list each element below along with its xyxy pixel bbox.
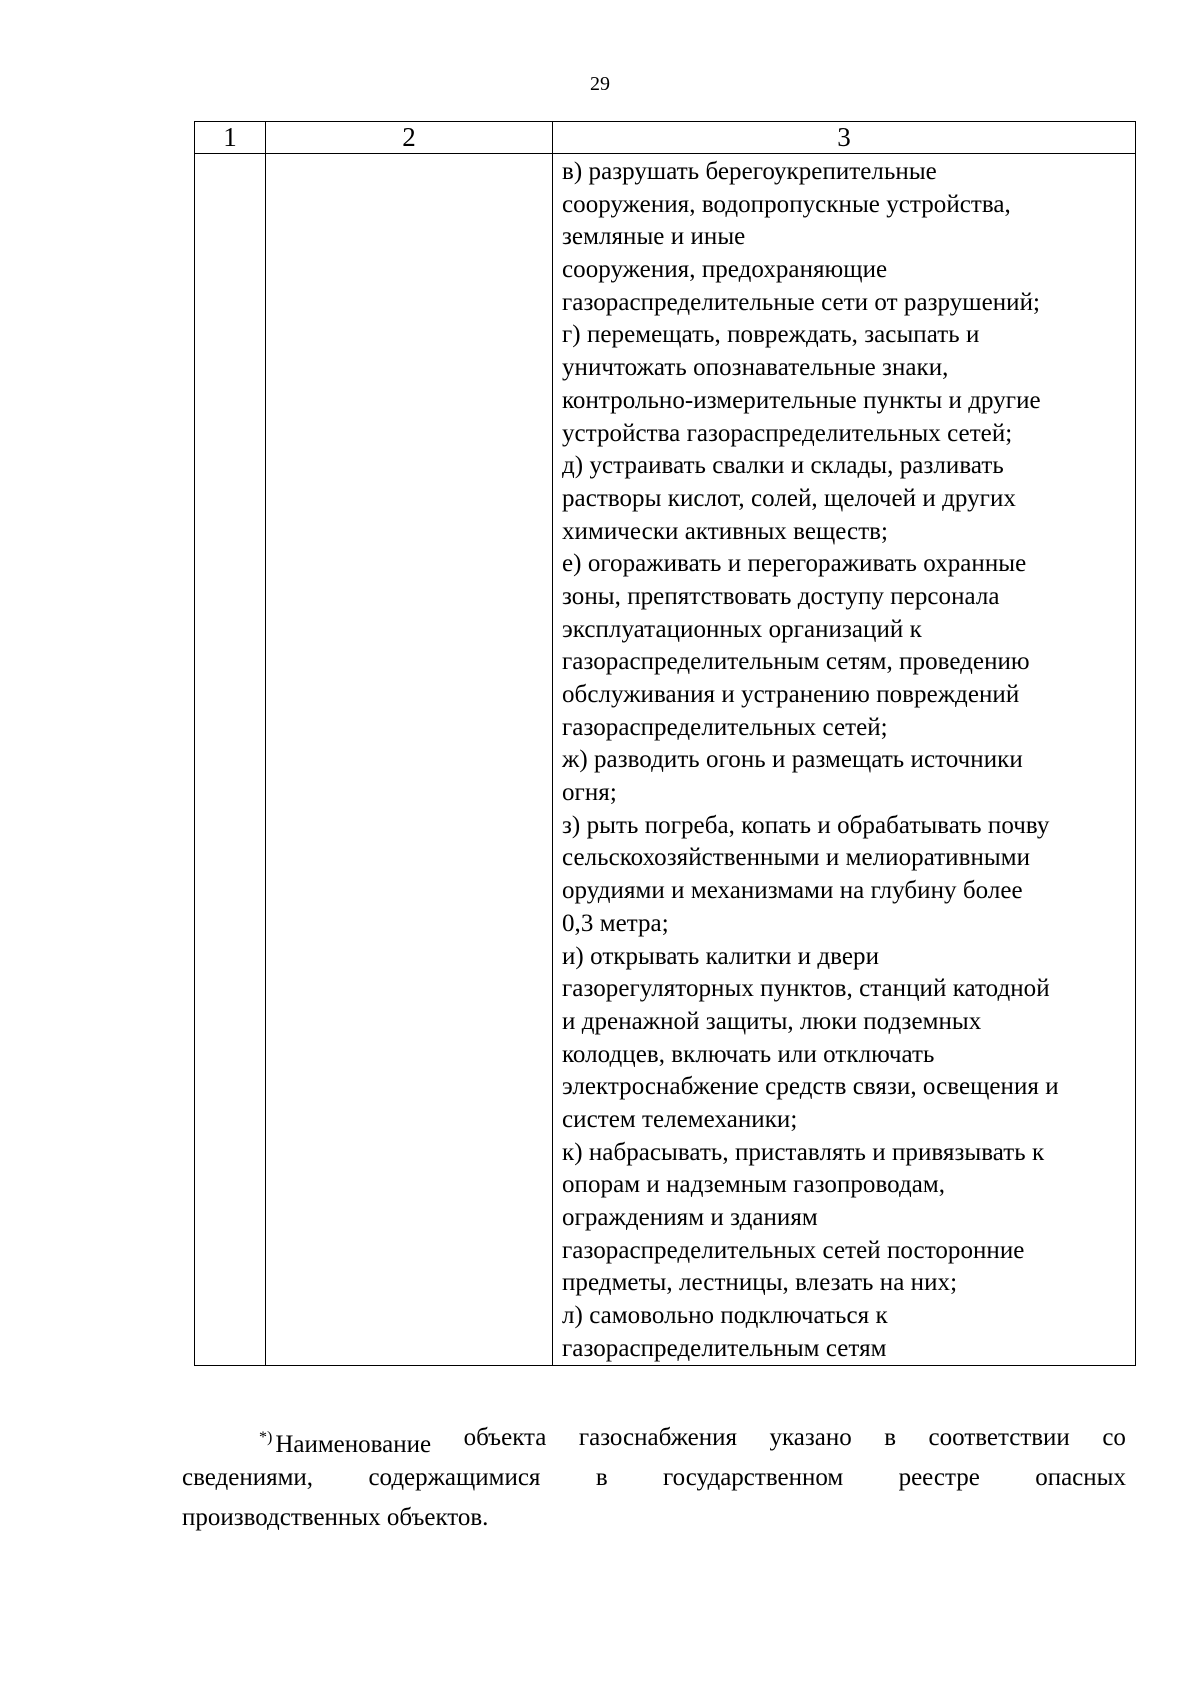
footnote-word-text: Наименование (275, 1431, 432, 1458)
footnote-line-3: производственных объектов. (182, 1504, 489, 1531)
text-line: газорегуляторных пунктов, станций катодной (562, 975, 1050, 1003)
footnote-line-1 (182, 1418, 1126, 1458)
footnote-word: со (1102, 1424, 1126, 1451)
cell-col-3 (553, 154, 1136, 1366)
text-line: зоны, препятствовать доступу персонала (562, 582, 1000, 610)
text-line: газораспределительным сетям (562, 1334, 887, 1362)
text-line: газораспределительным сетям, проведению (562, 648, 1030, 676)
text-line: г) перемещать, повреждать, засыпать и (562, 321, 980, 349)
footnote-word: реестре (898, 1464, 980, 1491)
footnote (182, 1418, 1126, 1538)
footnote-word: указано (769, 1424, 852, 1451)
footnote-word: объекта (463, 1424, 547, 1451)
text-line: газораспределительных сетей посторонние (562, 1236, 1025, 1264)
text-line: 0,3 метра; (562, 909, 669, 937)
text-line: л) самовольно подключаться к (562, 1302, 888, 1330)
text-line: огня; (562, 779, 617, 807)
text-line: газораспределительные сети от разрушений; (562, 288, 1041, 316)
header-col-3: 3 (553, 122, 1136, 154)
text-line: газораспределительных сетей; (562, 713, 888, 741)
restrictions-text (553, 154, 1135, 1365)
text-line: предметы, лестницы, влезать на них; (562, 1269, 958, 1297)
text-line: з) рыть погреба, копать и обрабатывать почву (562, 811, 1050, 839)
footnote-word: содержащимися (368, 1464, 541, 1491)
footnote-word (259, 1418, 431, 1458)
text-line: и дренажной защиты, люки подземных (562, 1007, 982, 1035)
text-line: сооружения, предохраняющие (562, 256, 888, 284)
text-line: е) огораживать и перегораживать охранные (562, 550, 1027, 578)
footnote-word: газоснабжения (578, 1424, 738, 1451)
text-line: орудиями и механизмами на глубину более (562, 877, 1023, 905)
text-line: д) устраивать свалки и склады, разливать (562, 452, 1004, 480)
footnote-word: государственном (663, 1464, 844, 1491)
footnote-word: в (884, 1424, 897, 1451)
table-row (195, 154, 1136, 1366)
cell-col-2 (266, 154, 553, 1366)
text-line: ж) разводить огонь и размещать источники (562, 746, 1023, 774)
header-col-2: 2 (266, 122, 553, 154)
text-line: ограждениям и зданиям (562, 1204, 818, 1231)
text-line: сооружения, водопропускные устройства, (562, 190, 1011, 218)
text-line: и) открывать калитки и двери (562, 942, 880, 970)
text-line: химически активных веществ; (562, 517, 889, 545)
text-line: обслуживания и устранению повреждений (562, 681, 1020, 708)
text-line: опорам и надземным газопроводам, (562, 1171, 946, 1199)
text-line: земляные и иные (562, 223, 746, 251)
footnote-word: в (595, 1464, 608, 1491)
table-header-row (195, 122, 1136, 154)
text-line: контрольно-измерительные пункты и другие (562, 386, 1041, 414)
header-col-1: 1 (195, 122, 266, 154)
footnote-word: соответствии (928, 1424, 1070, 1451)
footnote-word: опасных (1035, 1464, 1126, 1491)
text-line: устройства газораспределительных сетей; (562, 419, 1013, 447)
text-line: уничтожать опознавательные знаки, (562, 354, 949, 382)
text-line: колодцев, включать или отключать (562, 1040, 935, 1068)
text-line: к) набрасывать, приставлять и привязывать к (562, 1138, 1045, 1166)
footnote-line-2 (182, 1458, 1126, 1498)
text-line: растворы кислот, солей, щелочей и других (562, 484, 1016, 512)
text-line: систем телемеханики; (562, 1105, 798, 1133)
page-number: 29 (590, 73, 610, 95)
regulation-table (194, 121, 1136, 1366)
text-line: электроснабжение средств связи, освещения и (562, 1073, 1059, 1101)
cell-col-1 (195, 154, 266, 1366)
text-line: эксплуатационных организаций к (562, 615, 922, 643)
footnote-mark: *) (259, 1429, 273, 1446)
text-line: сельскохозяйственными и мелиоративными (562, 844, 1031, 872)
text-line: в) разрушать берегоукрепительные (562, 158, 937, 185)
footnote-word: сведениями, (182, 1464, 314, 1491)
